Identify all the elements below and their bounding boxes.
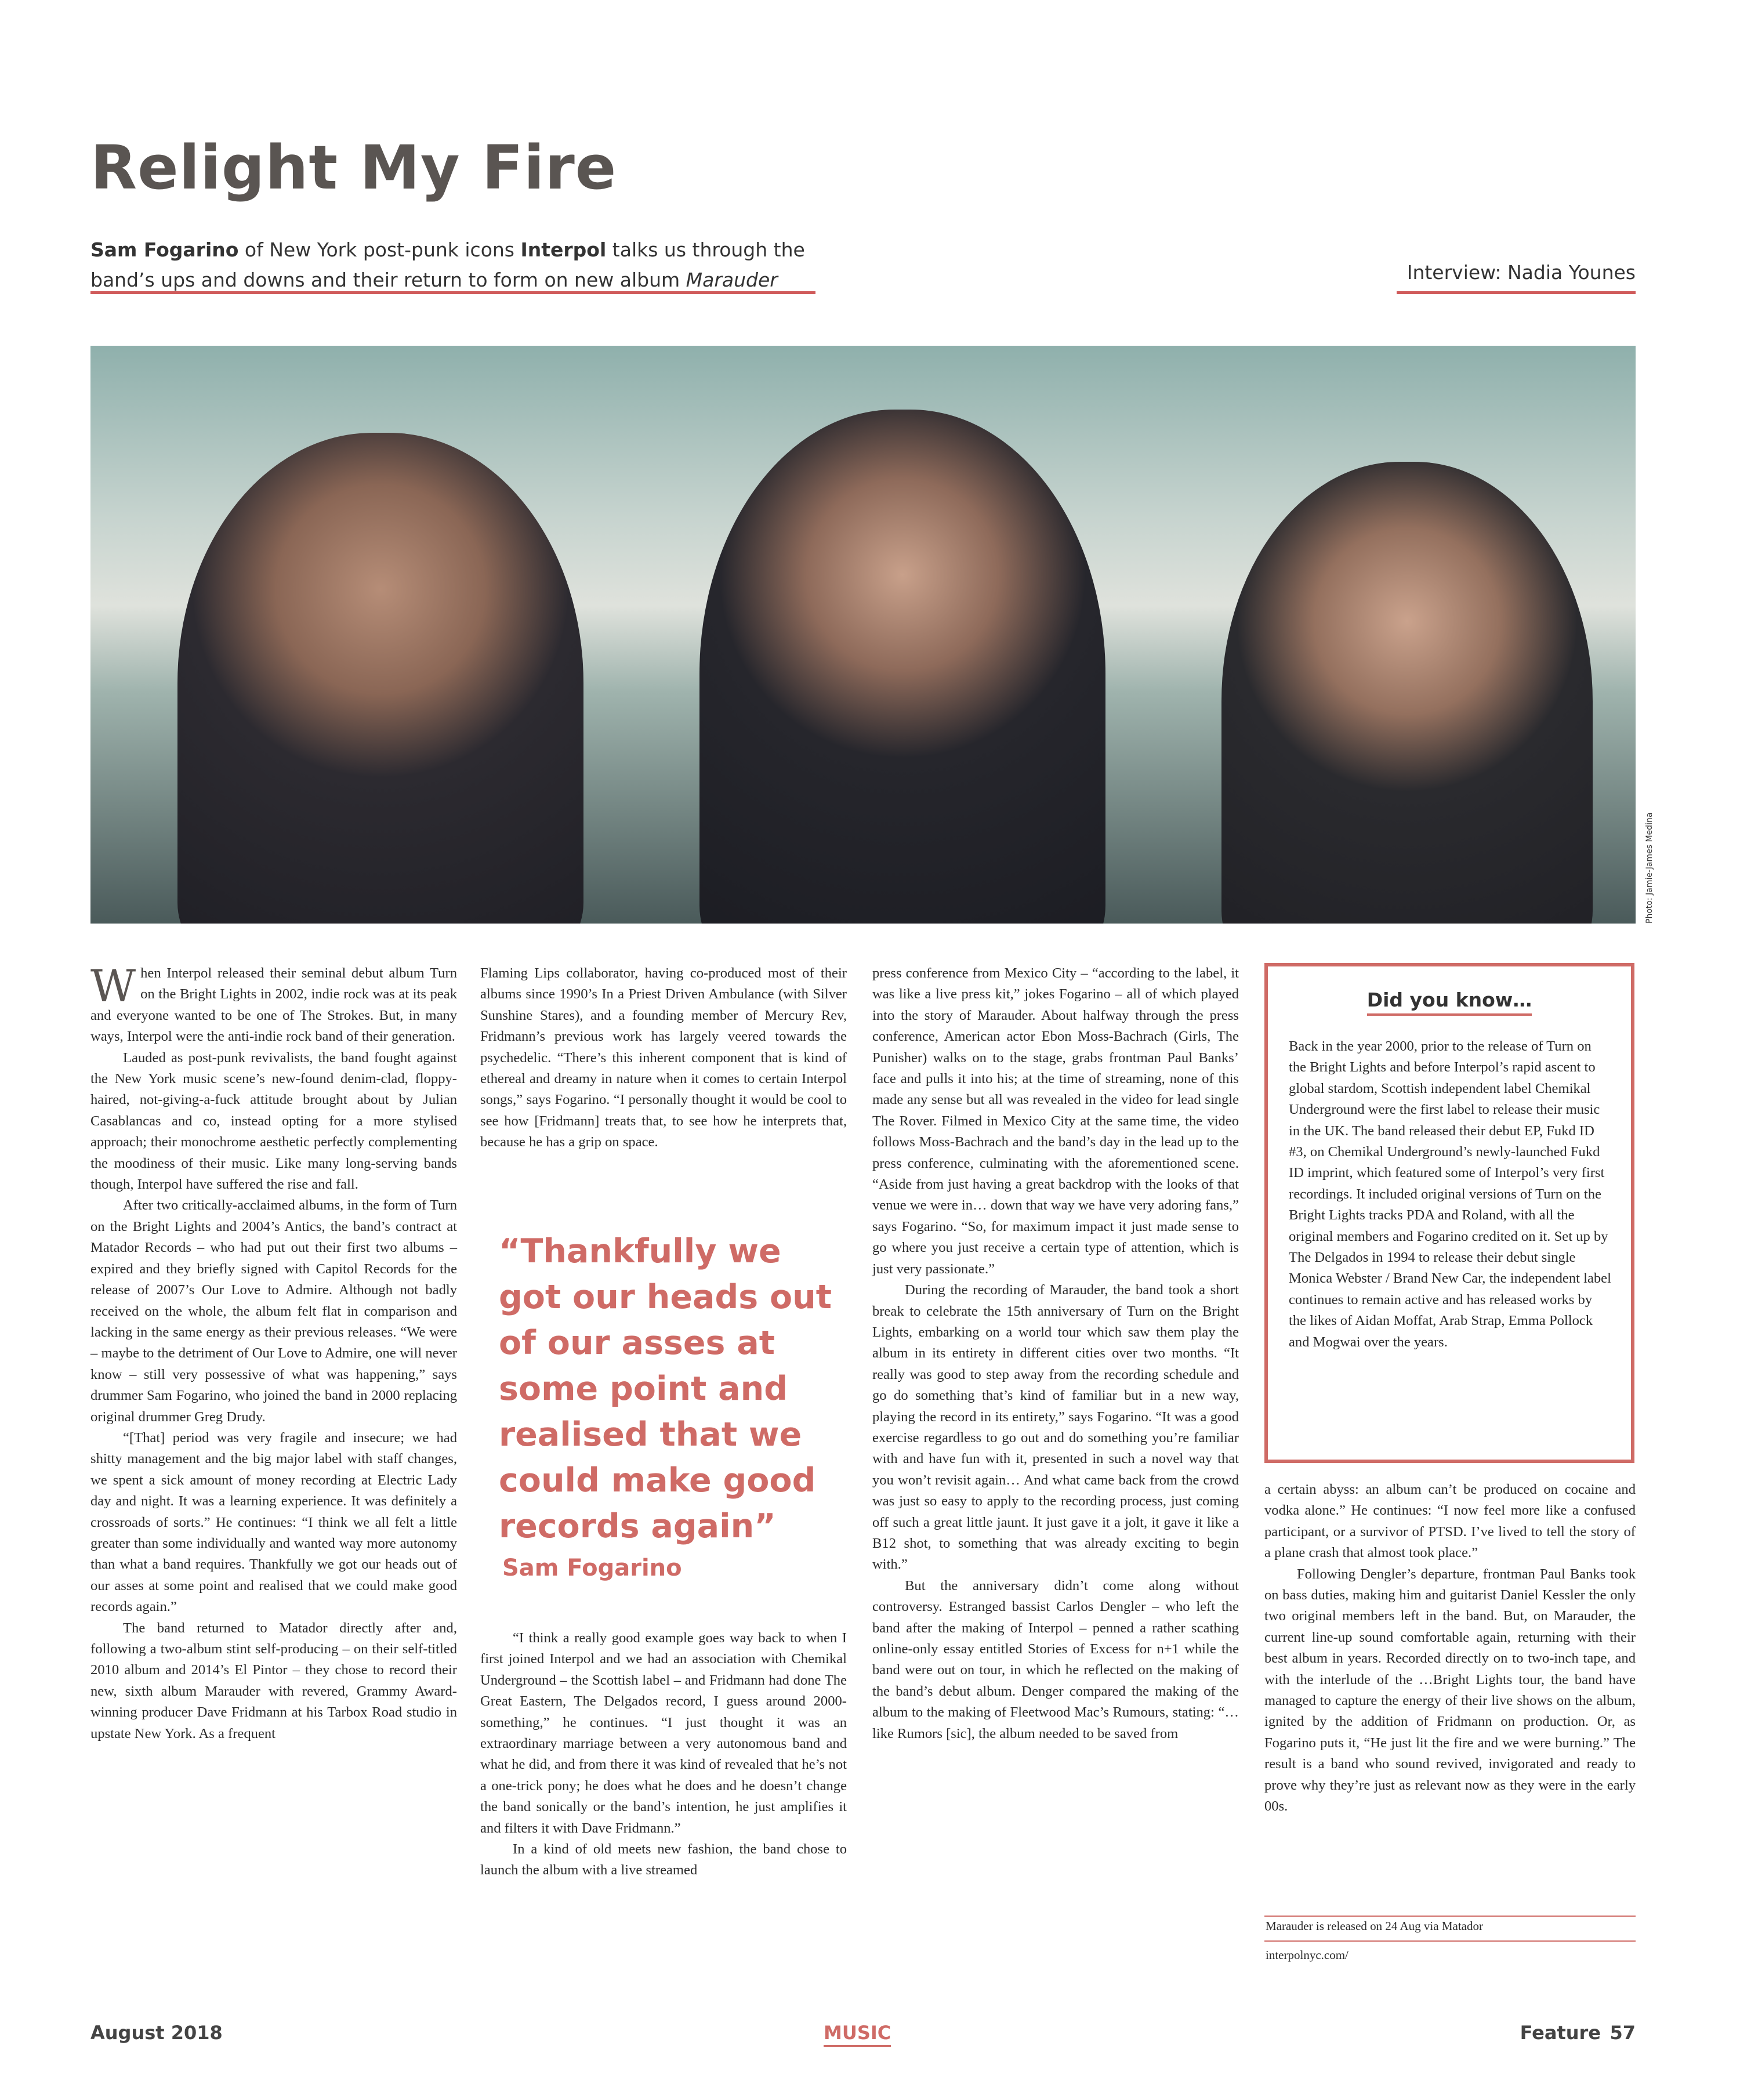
band-member-left — [177, 433, 583, 924]
paragraph: “I think a really good example goes way back to when I first joined Interpol and we had an association with Chemikal Underground – the Scottish label – and Fridmann had done The Great Eastern, The Delgados record, I guess around 2000-something,” he continues. “I just thought it was an extraordinary marriage between a very autonomous band and what he did, and from there it was kind of revealed that he’s not a one-trick pony; he does what he does and he doesn’t change the band sonically or the band’s intention, he just amplifies it and filters it with Dave Fridmann.” — [480, 1630, 847, 1836]
release-divider-bottom — [1264, 1940, 1636, 1942]
paragraph: Following Dengler’s departure, frontman Paul Banks took on bass duties, making him and guitarist Daniel Kessler the only two original members left in the band. But, on Marauder, the current line-up sound comfortable again, returning with their best album in years. Recorded directly on to two-inch tape, and with the interlude of the …Bright Lights tour, the band have managed to capture the energy of their live shows on the album, ignited by the addition of Fridmann on production. Or, as Fogarino puts it, “He just lit the fire and we were burning.” The result is a band who sound revived, invigorated and ready to prove why they’re just as relevant now as they were in the early 00s. — [1264, 1566, 1636, 1815]
footer-feature-label: Feature — [1520, 2022, 1601, 2044]
paragraph: “[That] period was very fragile and insecure; we had shitty management and the big major label with staff changes, we spent a sick amount of money recording at Electric Lady day and night. It was a learning experience. It was definitely a crossroads of sorts.” He continues: “I think we all felt a little greater than some individually and wanted way more autonomy than what a band requires. Thankfully we got our heads out of our asses at some point and realised that we could make good records again.” — [90, 1429, 457, 1615]
paragraph: a certain abyss: an album can’t be produced on cocaine and vodka alone.” He continues: “I now feel more like a confused participant, or a survivor of PTSD. I’ve lived to tell the story of a plane crash that almost took place.” — [1264, 1482, 1636, 1561]
paragraph: But the anniversary didn’t come along without controversy. Estranged bassist Carlos Dengler – who left the band after the making of Interpol – penned a rather scathing online-only essay entitled Stories of Excess for n+1 while the band were out on tour, in which he reflected on the making of the band’s debut album. Denger compared the making of the album to the making of Fleetwood Mac’s Rumours, stating: “…like Rumors [sic], the album needed to be saved from — [872, 1577, 1239, 1741]
did-you-know-title — [1268, 989, 1631, 1011]
pull-quote-author: Sam Fogarino — [502, 1555, 682, 1581]
paragraph: After two critically-acclaimed albums, in the form of Turn on the Bright Lights and 2004’s Antics, the band’s contract at Matador Records – who had put out their first two albums – expired and they briefly signed with Capitol Records for the release of 2007’s Our Love to Admire. Although not badly received on the whole, the album felt flat in comparison and lacking in the same energy as their previous releases. “We were – maybe to the detriment of Our Love to Admire, one will never know – still very possessive of what was happening,” says drummer Sam Fogarino, who joined the band in 2000 replacing original drummer Greg Drudy. — [90, 1197, 457, 1425]
column-2-lower — [480, 1628, 847, 1881]
did-you-know-text: Back in the year 2000, prior to the release of Turn on the Bright Lights and before Interpol’s rapid ascent to global stardom, Scottish independent label Chemikal Underground were the first label to release their music in the UK. The band released their debut EP, Fukd ID #3, on Chemikal Underground’s newly-launched Fukd ID imprint, which featured some of Interpol’s very first recordings. It included original versions of Turn on the Bright Lights tracks PDA and Roland, with all the original members and Fogarino credited on it. Set up by The Delgados in 1994 to release their debut single Monica Webster / Brand New Car, the independent label continues to remain active and has released works by the likes of Aidan Moffat, Arab Strap, Emma Pollock and Mogwai over the years. — [1289, 1038, 1611, 1350]
paragraph: Flaming Lips collaborator, having co-produced most of their albums since 1990’s In a Priest Driven Ambulance (with Silver Sunshine Stares), and a founding member of Mercury Rev, Fridmann’s previous work has largely veered towards the psychedelic. “There’s this inherent component that is kind of ethereal and dreamy in nature when it comes to certain Interpol songs,” says Fogarino. “I personally thought it would be cool to see how [Fridmann] treats that, to see how he interprets that, because he has a grip on space. — [480, 965, 847, 1150]
standfirst-band: Interpol — [520, 238, 607, 261]
standfirst — [90, 235, 815, 295]
paragraph: In a kind of old meets new fashion, the band chose to launch the album with a live streamed — [480, 1841, 847, 1878]
paragraph-text: hen Interpol released their seminal debut album Turn on the Bright Lights in 2002, indie rock was at its peak and everyone wanted to be one of The Strokes. But, in many ways, Interpol were the anti-indie rock band of their generation. — [90, 965, 457, 1045]
drop-cap: W — [90, 960, 136, 1012]
band-member-right — [1221, 462, 1593, 924]
article-column-4 — [1264, 1479, 1636, 1817]
footer-date: August 2018 — [90, 2022, 223, 2044]
release-info: Marauder is released on 24 Aug via Matador — [1266, 1919, 1483, 1933]
paragraph: During the recording of Marauder, the band took a short break to celebrate the 15th anniversary of Turn on the Bright Lights, embarking on a world tour which saw them play the album in its entirety in different cities over two months. “It really was good to step away from the recording schedule and go do something that’s kind of familiar but in a new way, playing the record in its entirety,” says Fogarino. “It was a good exercise regardless to go out and do something you’re familiar with and have fun with it, presented in such a novel way that you won’t revisit again… And what came back from the crowd was just so easy to apply to the recording process, just coming off such a great little jaunt. It just gave it a jolt, it gave it like a B12 shot, to something that was already exciting to begin with.” — [872, 1282, 1239, 1573]
footer-section-label: MUSIC — [824, 2022, 891, 2047]
article-title: Relight My Fire — [90, 132, 617, 203]
photo-credit: Photo: Jamie-James Medina — [1645, 812, 1654, 924]
standfirst-album: Marauder — [686, 269, 778, 291]
paragraph: The band returned to Matador directly after and, following a two-album stint self-producing – on their self-titled 2010 album and 2014’s El Pintor – they chose to record their new, sixth album Marauder with revered, Grammy Award-winning producer Dave Fridmann at his Tarbox Road studio in upstate New York. As a frequent — [90, 1620, 457, 1741]
band-photo — [90, 346, 1636, 924]
did-you-know-title-text: Did you know… — [1367, 989, 1532, 1016]
paragraph: press conference from Mexico City – “according to the label, it was like a live press kit,” jokes Fogarino – all of which played into the story of Marauder. About halfway through the press conference, American actor Ebon Moss-Bachrach (Girls, The Punisher) walks on to the stage, grabs frontman Paul Banks’ face and pulls it into his; at the time of streaming, none of this made any sense but all was revealed in the video for lead single The Rover. Filmed in Mexico City at the same time, the video follows Moss-Bachrach and the band’s day in the lead up to the press conference, culminating with the aforementioned scene. “Aside from just having a great backdrop with the looks of that venue we were in… down that way we have very adoring fans,” says Fogarino. “So, for maximum impact it just made sense to go where you just receive a certain type of attention, which is just very passionate.” — [872, 965, 1239, 1277]
standfirst-name: Sam Fogarino — [90, 238, 239, 261]
standfirst-text-2: talks us through the band’s ups and downs and their return to form on new album — [90, 238, 805, 291]
interview-credit: Interview: Nadia Younes — [1406, 261, 1636, 284]
did-you-know-box — [1264, 963, 1634, 1463]
interview-credit-underline — [1397, 291, 1636, 294]
band-member-center — [699, 410, 1105, 924]
band-website-link[interactable]: interpolnyc.com/ — [1266, 1948, 1348, 1962]
pull-quote: “Thankfully we got our heads out of our asses at some point and realised that we could make good records again” — [499, 1232, 832, 1545]
standfirst-underline — [90, 291, 815, 294]
article-column-3 — [872, 963, 1239, 1744]
standfirst-text-1: of New York post-punk icons — [238, 238, 521, 261]
paragraph — [90, 960, 457, 1048]
footer-page-number: 57 — [1610, 2022, 1636, 2044]
paragraph: Lauded as post-punk revivalists, the band fought against the New York music scene’s new-found denim-clad, floppy-haired, not-giving-a-fuck attitude brought about by Julian Casablancas and co, instead opting for a more stylised approach; their monochrome aesthetic perfectly complementing the moodiness of their music. Like many long-serving bands though, Interpol have suffered the rise and fall. — [90, 1049, 457, 1193]
article-column-1 — [90, 960, 457, 1744]
release-divider-top — [1264, 1916, 1636, 1917]
